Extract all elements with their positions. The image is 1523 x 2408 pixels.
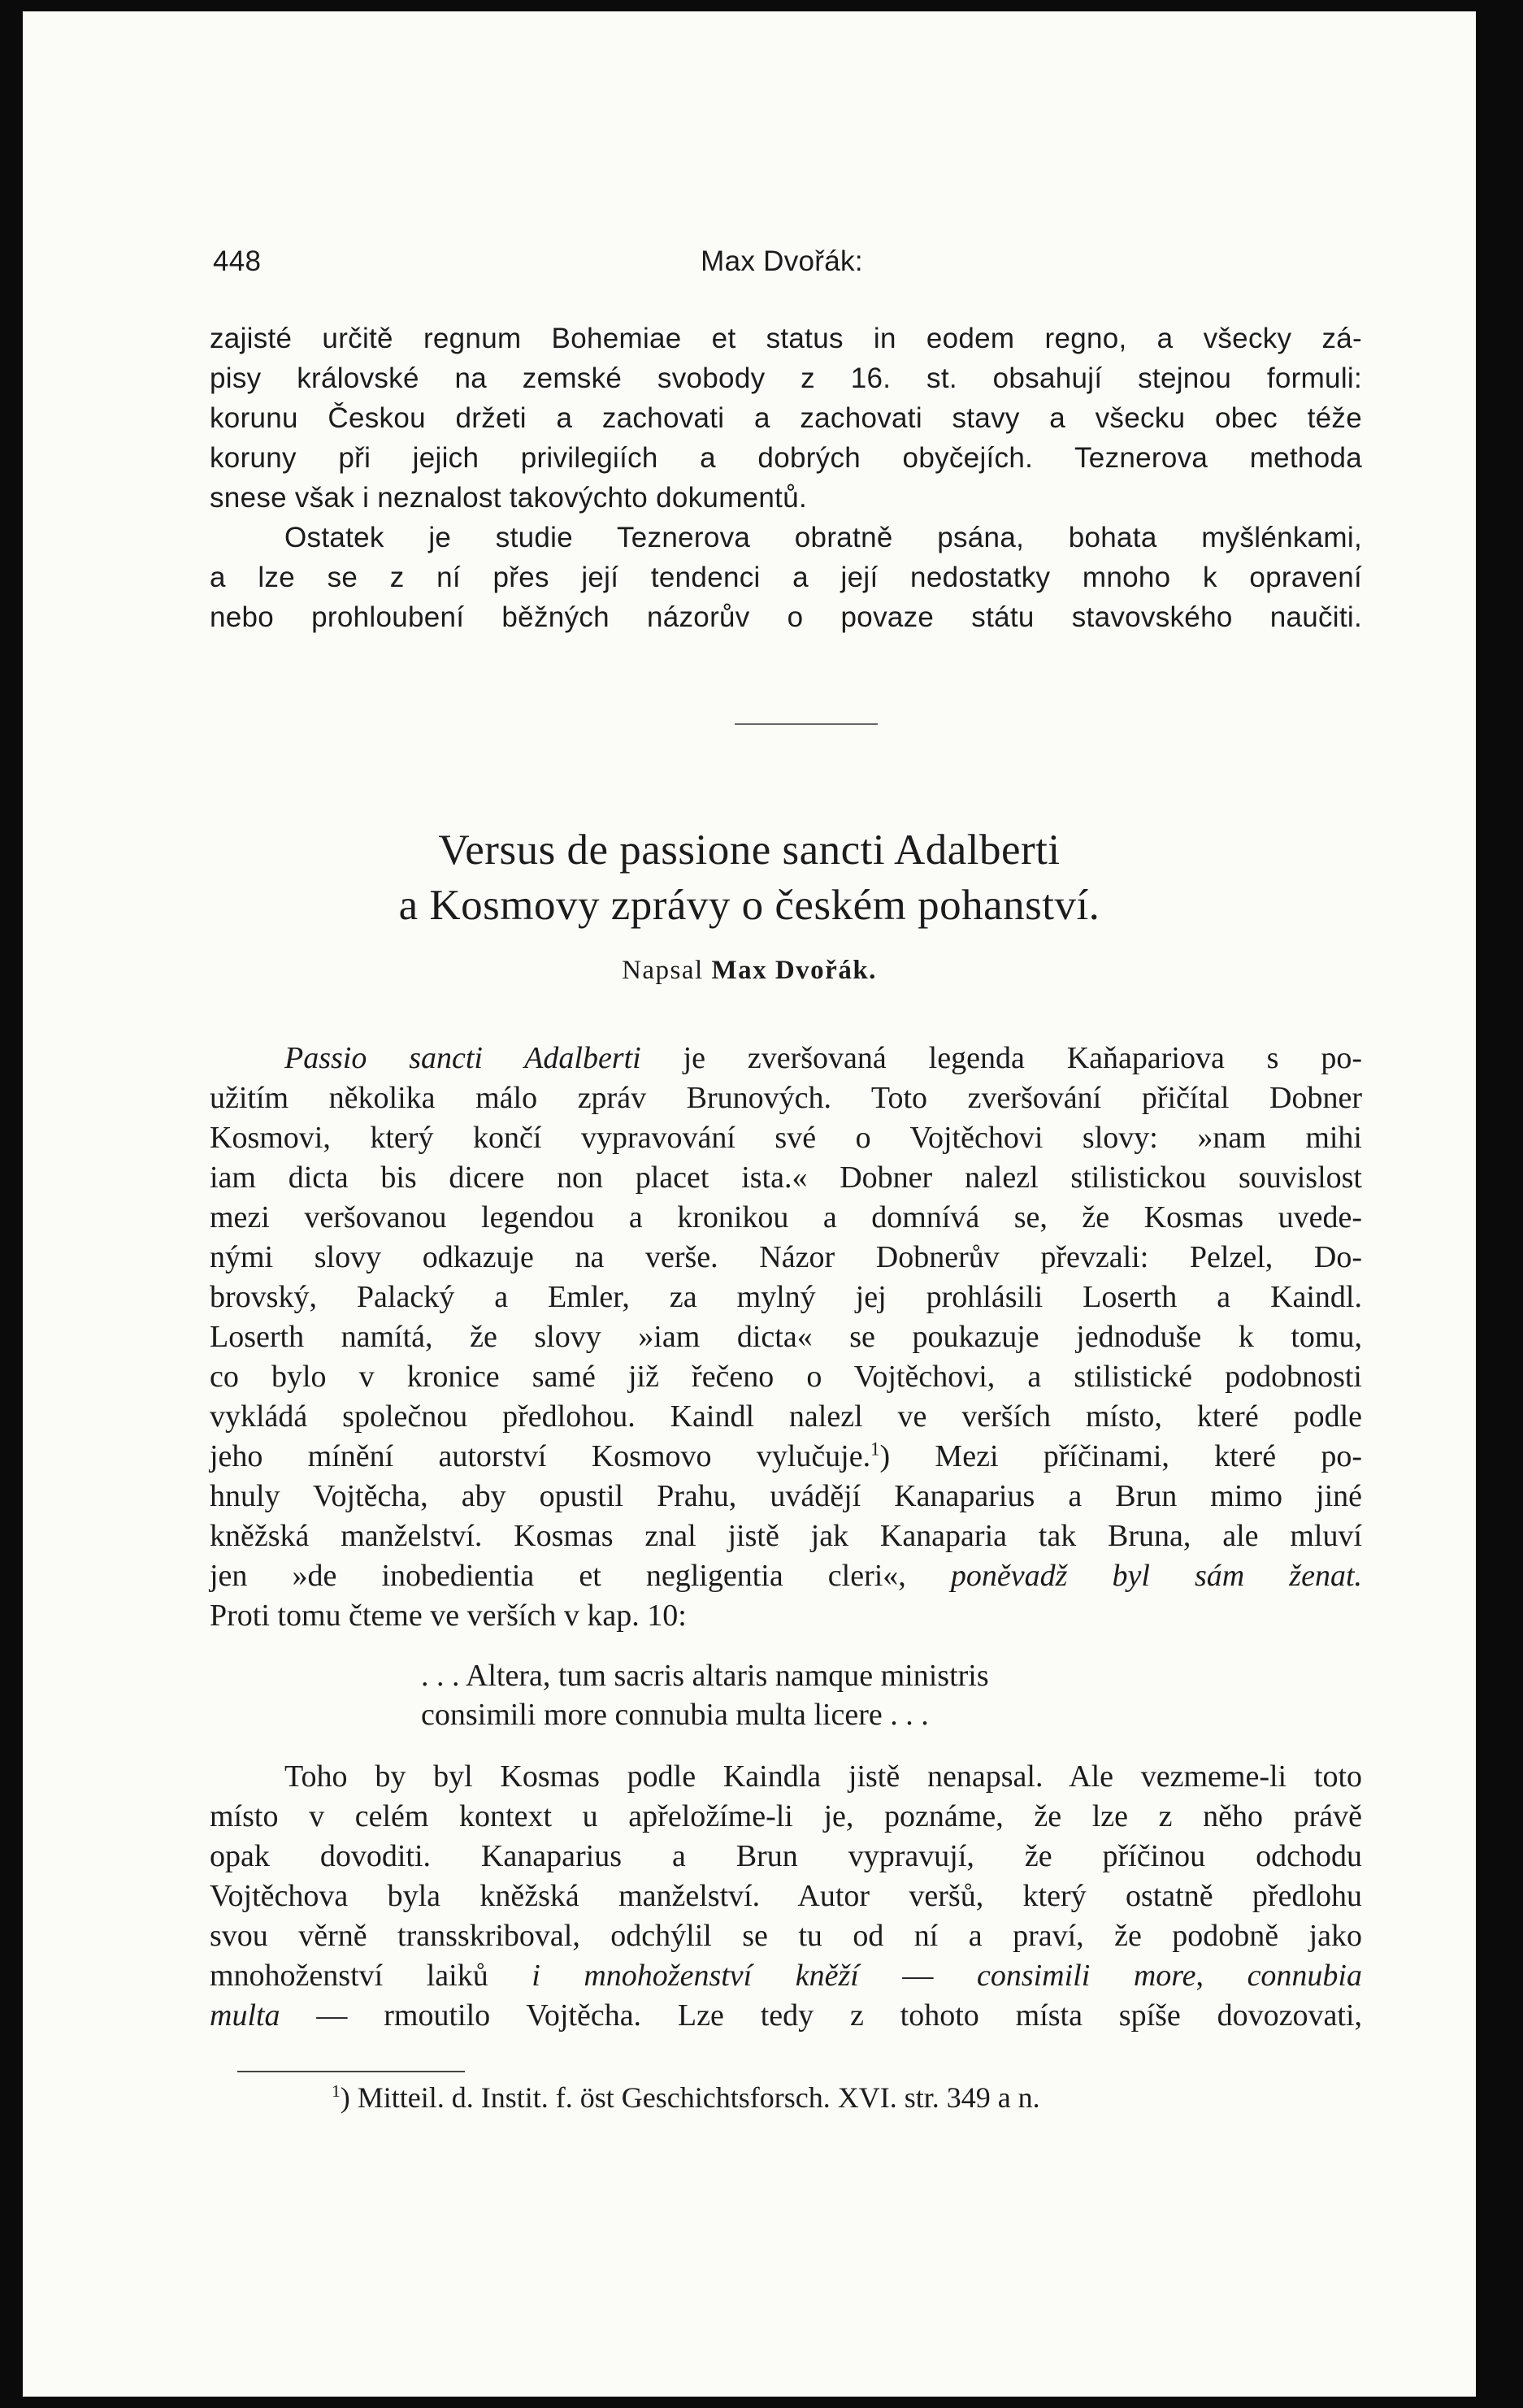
text-line: Vojtěchova byla kněžská manželství. Autor veršů, který ostatně předlohu bbox=[210, 1879, 1362, 1913]
text-line: opak dovoditi. Kanaparius a Brun vypravují, že příčinou odchodu bbox=[210, 1839, 1362, 1873]
footnote-ref: 1 bbox=[870, 1438, 880, 1460]
text-line: nebo prohloubení běžných názorův o povaze státu stavovského naučiti. bbox=[210, 601, 1362, 633]
text-line: snese však i neznalost takovýchto dokumentů. bbox=[210, 482, 807, 514]
article-paragraph-1 bbox=[210, 1039, 1362, 1636]
verse-quote-line-2: consimili more connubia multa licere . . . bbox=[421, 1698, 929, 1732]
page-header bbox=[213, 245, 1351, 278]
footnote bbox=[332, 2080, 1040, 2115]
text-line: Toho by byl Kosmas podle Kaindla jistě nenapsal. Ale vezmeme-li toto bbox=[284, 1759, 1362, 1794]
verse-quote-line-1: . . . Altera, tum sacris altaris namque ministris bbox=[421, 1659, 989, 1693]
text-line: Loserth namítá, že slovy »iam dicta« se poukazuje jednoduše k tomu, bbox=[210, 1320, 1362, 1354]
text-line: hnuly Vojtěcha, aby opustil Prahu, uvádějí Kanaparius a Brun mimo jiné bbox=[210, 1479, 1362, 1513]
text-line: Ostatek je studie Teznerova obratně psána, bohata myšlénkami, bbox=[284, 522, 1362, 553]
text-line: multa — rmoutilo Vojtěcha. Lze tedy z tohoto místa spíše dovozovati, bbox=[210, 1998, 1362, 2033]
byline-prefix: Napsal bbox=[622, 956, 704, 985]
article-title-line-1: Versus de passione sancti Adalberti bbox=[438, 827, 1061, 874]
text-line: vykládá společnou předlohou. Kaindl nalezl ve verších místo, které podle bbox=[210, 1399, 1362, 1434]
text-line: místo v celém kontext u apřeložíme-li je, poznáme, že lze z něho právě bbox=[210, 1799, 1362, 1833]
text-line: jen »de inobedientia et negligentia cleri«, poněvadž byl sám ženat. bbox=[210, 1559, 1363, 1593]
text-line: kněžská manželství. Kosmas znal jistě jak Kanaparia tak Bruna, ale mluví bbox=[210, 1519, 1362, 1553]
text-line: Kosmovi, který končí vypravování své o Vojtěchovi slovy: »nam mihi bbox=[210, 1121, 1362, 1155]
page-number: 448 bbox=[213, 245, 262, 277]
footnote-text: ) Mitteil. d. Instit. f. öst Geschichtsforsch. XVI. str. 349 a n. bbox=[340, 2081, 1040, 2114]
text-line: pisy královské na zemské svobody z 16. st. obsahují stejnou formuli: bbox=[210, 362, 1362, 394]
footnote-mark: 1 bbox=[332, 2081, 341, 2101]
text-line: jeho mínění autorství Kosmovo vylučuje.$^1$) Mezi příčinami, které po- bbox=[210, 1438, 1362, 1473]
text-line: zajisté určitě regnum Bohemiae et status in eodem regno, a všecky zá- bbox=[210, 323, 1362, 354]
text-line: užitím několika málo zpráv Brunových. Toto zveršování přičítal Dobner bbox=[210, 1081, 1362, 1115]
text-line: iam dicta bis dicere non placet ista.« Dobner nalezl stilistickou souvislost bbox=[210, 1161, 1362, 1195]
section-divider bbox=[735, 723, 878, 725]
footnote-rule bbox=[237, 2071, 465, 2072]
article-title-line-2: a Kosmovy zprávy o českém pohanství. bbox=[398, 882, 1100, 929]
byline bbox=[23, 956, 1476, 986]
text-line: mezi veršovanou legendou a kronikou a domnívá se, že Kosmas uvede- bbox=[210, 1200, 1362, 1234]
text-line: Passio sancti Adalberti je zveršovaná legenda Kaňapariova s po- bbox=[284, 1041, 1362, 1075]
text-line: korunu Českou držeti a zachovati a zachovati stavy a všecku obec téže bbox=[210, 402, 1362, 434]
scanned-page bbox=[23, 11, 1476, 2397]
article-paragraph-2 bbox=[210, 1757, 1362, 2036]
text-line: nými slovy odkazuje na verše. Názor Dobnerův převzali: Pelzel, Do- bbox=[210, 1240, 1362, 1274]
text-line: svou věrně transskriboval, odchýlil se tu od ní a praví, že podobně jako bbox=[210, 1919, 1362, 1953]
italic-title: Passio sancti Adalberti bbox=[284, 1041, 641, 1075]
text-line: a lze se z ní přes její tendenci a její nedostatky mnoho k opravení bbox=[210, 562, 1362, 593]
text-line: mnohoženství laiků i mnohoženství kněží — consimili more, connubia bbox=[210, 1959, 1362, 1993]
running-title: Max Dvořák: bbox=[701, 245, 863, 277]
text-line: brovský, Palacký a Emler, za mylný jej prohlásili Loserth a Kaindl. bbox=[210, 1280, 1362, 1314]
byline-author: Max Dvořák. bbox=[711, 956, 877, 985]
text-line: koruny při jejich privilegiích a dobrých obyčejích. Teznerova methoda bbox=[210, 442, 1362, 474]
text-line: co bylo v kronice samé již řečeno o Vojtěchovi, a stilistické podobnosti bbox=[210, 1360, 1362, 1394]
text-line: Proti tomu čteme ve verších v kap. 10: bbox=[210, 1599, 687, 1633]
previous-article-text bbox=[210, 319, 1362, 637]
